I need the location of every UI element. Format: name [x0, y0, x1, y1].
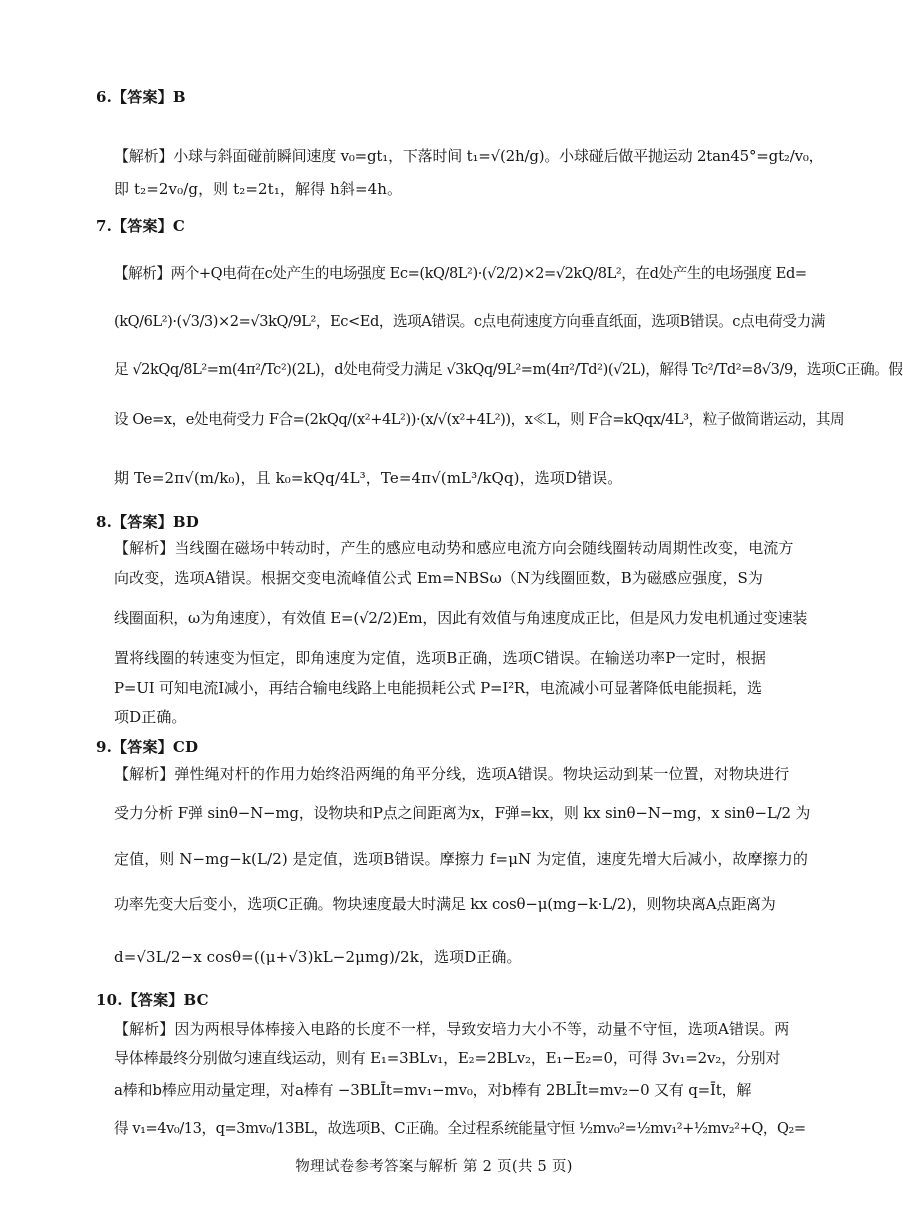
explanation-7-line-1: 【解析】两个+Q电荷在c处产生的电场强度 Ec=(kQ/8L²)·(√2/2)×2=√2kQ/8L²，在d处产生的电场强度 Ed= — [114, 265, 807, 282]
answer-6-heading: 6.【答案】B — [96, 88, 186, 106]
explanation-9-line-2: 受力分析 F弹 sinθ−N−mg，设物块和P点之间距离为x，F弹=kx，则 kx sinθ−N−mg，x sinθ−L/2 为 — [114, 804, 811, 822]
explanation-7-line-3: 足 √2kQq/8L²=m(4π²/Tc²)(2L)，d处电荷受力满足 √3kQq/9L²=m(4π²/Td²)(√2L)，解得 Tc²/Td²=8√3/9，选项C正确。假 — [114, 361, 903, 378]
explanation-9-line-5: d=√3L/2−x cosθ=((μ+√3)kL−2μmg)/2k，选项D正确。 — [114, 948, 522, 966]
explanation-7-line-2: (kQ/6L²)·(√3/3)×2=√3kQ/9L²，Ec<Ed，选项A错误。c点电荷速度方向垂直纸面，选项B错误。c点电荷受力满 — [114, 313, 825, 330]
answer-10-heading: 10.【答案】BC — [96, 991, 209, 1009]
explanation-8-line-3: 线圈面积，ω为角速度），有效值 E=(√2/2)Em，因此有效值与角速度成正比，但是风力发电机通过变速装 — [114, 609, 808, 627]
explanation-10-line-2: 导体棒最终分别做匀速直线运动，则有 E₁=3BLv₁，E₂=2BLv₂，E₁−E₂=0，可得 3v₁=2v₂，分别对 — [114, 1049, 781, 1067]
explanation-10-line-4: 得 v₁=4v₀/13，q=3mv₀/13BL，故选项B、C正确。全过程系统能量守恒 ½mv₀²=½mv₁²+½mv₂²+Q，Q₂= — [114, 1120, 806, 1137]
explanation-7-line-5: 期 Te=2π√(m/k₀)，且 k₀=kQq/4L³，Te=4π√(mL³/kQq)，选项D错误。 — [114, 469, 623, 487]
explanation-8-line-5: P=UI 可知电流I减小，再结合输电线路上电能损耗公式 P=I²R，电流减小可显著降低电能损耗，选 — [114, 679, 762, 697]
answer-7-heading: 7.【答案】C — [96, 217, 185, 235]
explanation-9-line-4: 功率先变大后变小，选项C正确。物块速度最大时满足 kx cosθ−μ(mg−k·L/2)，则物块离A点距离为 — [114, 895, 776, 913]
explanation-6-line-1: 【解析】小球与斜面碰前瞬间速度 v₀=gt₁，下落时间 t₁=√(2h/g)。小球碰后做平抛运动 2tan45°=gt₂/v₀， — [114, 147, 824, 165]
explanation-8-line-2: 向改变，选项A错误。根据交变电流峰值公式 Em=NBSω（N为线圈匝数，B为磁感应强度，S为 — [114, 569, 764, 587]
explanation-8-line-1: 【解析】当线圈在磁场中转动时，产生的感应电动势和感应电流方向会随线圈转动周期性改变，电流方 — [114, 539, 794, 557]
explanation-10-line-3: a棒和b棒应用动量定理，对a棒有 −3BLĪt=mv₁−mv₀，对b棒有 2BLĪt=mv₂−0 又有 q=Īt，解 — [114, 1081, 752, 1099]
explanation-6-line-2: 即 t₂=2v₀/g，则 t₂=2t₁，解得 h斜=4h。 — [114, 180, 403, 198]
explanation-9-line-3: 定值，则 N−mg−k(L/2) 是定值，选项B错误。摩擦力 f=μN 为定值，速度先增大后减小，故摩擦力的 — [114, 850, 808, 868]
page-footer: 物理试卷参考答案与解析 第 2 页(共 5 页) — [295, 1159, 573, 1175]
explanation-10-line-1: 【解析】因为两根导体棒接入电路的长度不一样，导致安培力大小不等，动量不守恒，选项A错误。两 — [114, 1020, 790, 1038]
explanation-7-line-4: 设 Oe=x，e处电荷受力 F合=(2kQq/(x²+4L²))·(x/√(x²+4L²))，x≪L，则 F合=kQqx/4L³，粒子做简谐运动，其周 — [114, 411, 845, 428]
answer-9-heading: 9.【答案】CD — [96, 738, 199, 756]
explanation-9-line-1: 【解析】弹性绳对杆的作用力始终沿两绳的角平分线，选项A错误。物块运动到某一位置，对物块进行 — [114, 765, 790, 783]
explanation-8-line-6: 项D正确。 — [114, 708, 187, 726]
explanation-8-line-4: 置将线圈的转速变为恒定，即角速度为定值，选项B正确，选项C错误。在输送功率P一定时，根据 — [114, 649, 766, 667]
answer-8-heading: 8.【答案】BD — [96, 513, 199, 531]
